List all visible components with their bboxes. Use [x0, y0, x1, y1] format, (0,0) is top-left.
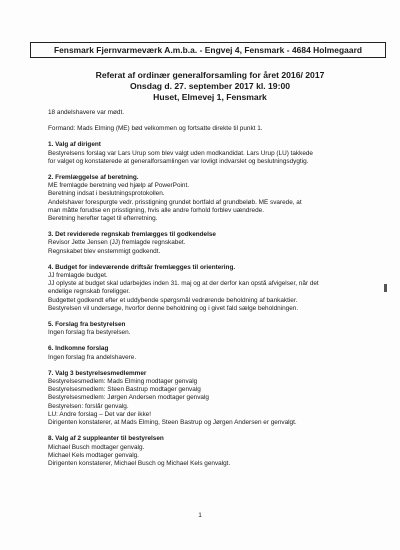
section-line: endelige regnskab foreligger.	[48, 288, 131, 296]
title-block	[60, 70, 360, 103]
section-line: Michael Busch modtager genvalg.	[48, 443, 145, 451]
section-6	[48, 345, 393, 361]
section-line: Andelshaver forespurgte vedr. prisstigning grundet bortfald af grundbeløb. ME svarede, at	[48, 198, 302, 206]
section-line: JJ oplyste at budget skal udarbejdes inden 31. maj og at der derfor kan opstå afvigelser, når det	[48, 280, 319, 288]
section-line: Budgettet godkendt efter et uddybende spørgsmål vedrørende beholdning af bankaktier.	[48, 296, 298, 304]
section-line: Revisor Jette Jensen (JJ) fremlagde regnskabet.	[48, 239, 186, 247]
section-line: for valget og konstaterede at generalforsamlingen var lovligt indvarslet og beslutningsdygtig.	[48, 157, 309, 165]
section-line: Bestyrelsesmedlem: Jørgen Andersen modtager genvalg	[48, 394, 209, 402]
section-line: LU: Andre forslag – Det var der ikke!	[48, 410, 152, 418]
title-line-2: Onsdag d. 27. september 2017 kl. 19:00	[129, 81, 291, 91]
section-line: ME fremlagde beretning ved hjælp af PowerPoint.	[48, 182, 190, 190]
section-line: man måtte forudse en prisstigning, hvis alle andre forhold forblev uændrede.	[48, 206, 264, 214]
section-line: Dirigenten konstaterer, Michael Busch og Michael Kels genvalgt.	[48, 459, 231, 467]
section-heading: 1. Valg af dirigent	[48, 141, 101, 149]
section-line: Bestyrelsesmedlem: Steen Bastrup modtager genvalg	[48, 386, 201, 394]
chair-text: Formand: Mads Elming (ME) bød velkommen og fortsatte direkte til punkt 1.	[48, 125, 263, 133]
letterhead-box: Fensmark Fjernvarmeværk A.m.b.a. - Engvej 4, Fensmark - 4684 Holmegaard	[30, 42, 386, 58]
section-4	[48, 264, 393, 313]
section-heading: 6. Indkomne forslag	[48, 345, 109, 353]
page-number: 1	[198, 512, 202, 519]
section-7	[48, 370, 393, 427]
section-heading: 7. Valg 3 bestyrelsesmedlemmer	[48, 369, 147, 377]
section-line: Beretning herefter taget til efterretning.	[48, 215, 158, 223]
section-line: Bestyrelsen: forslår genvalg.	[48, 402, 129, 410]
section-heading: 3. Det reviderede regnskab fremlægges til godkendelse	[48, 231, 216, 239]
section-1	[48, 141, 393, 166]
section-heading: 8. Valg af 2 suppleanter til bestyrelsen	[48, 435, 164, 443]
minutes-body	[48, 109, 393, 468]
section-line: Ingen forslag fra bestyrelsen.	[48, 329, 131, 337]
section-line: Bestyrelsesmedlem: Mads Elming modtager genvalg	[48, 378, 198, 386]
section-heading: 2. Fremlæggelse af beretning.	[48, 174, 139, 182]
section-2	[48, 174, 393, 223]
section-line: Bestyrelsen vil undersøge, hvorfor denne beholdning og i givet fald sælge beholdningen.	[48, 304, 299, 312]
section-8	[48, 435, 393, 468]
section-line: Michael Kels modtager genvalg.	[48, 451, 139, 459]
section-heading: 4. Budget for indeværende driftsår fremlægges til orientering.	[48, 263, 236, 271]
section-line: Bestyrelsens forslag var Lars Urup som blev valgt uden modkandidat. Lars Urup (LU) takkede	[48, 149, 313, 157]
section-line: Regnskabet blev enstemmigt godkendt.	[48, 247, 161, 255]
section-line: Beretning indsat i beslutningsprotokollen.	[48, 190, 165, 198]
section-5	[48, 321, 393, 337]
section-line: JJ fremlagde budget.	[48, 272, 108, 280]
attendance-text: 18 andelshavere var mødt.	[48, 109, 125, 116]
title-line-1: Referat af ordinær generalforsamling for året 2016/ 2017	[95, 70, 325, 80]
section-line: Dirigenten konstaterer, at Mads Elming, Steen Bastrup og Jørgen Andersen er genvalgt.	[48, 419, 297, 427]
section-heading: 5. Forslag fra bestyrelsen	[48, 321, 126, 329]
section-3	[48, 231, 393, 256]
title-line-3: Huset, Elmevej 1, Fensmark	[153, 92, 267, 102]
section-line: Ingen forslag fra andelshavere.	[48, 353, 137, 361]
